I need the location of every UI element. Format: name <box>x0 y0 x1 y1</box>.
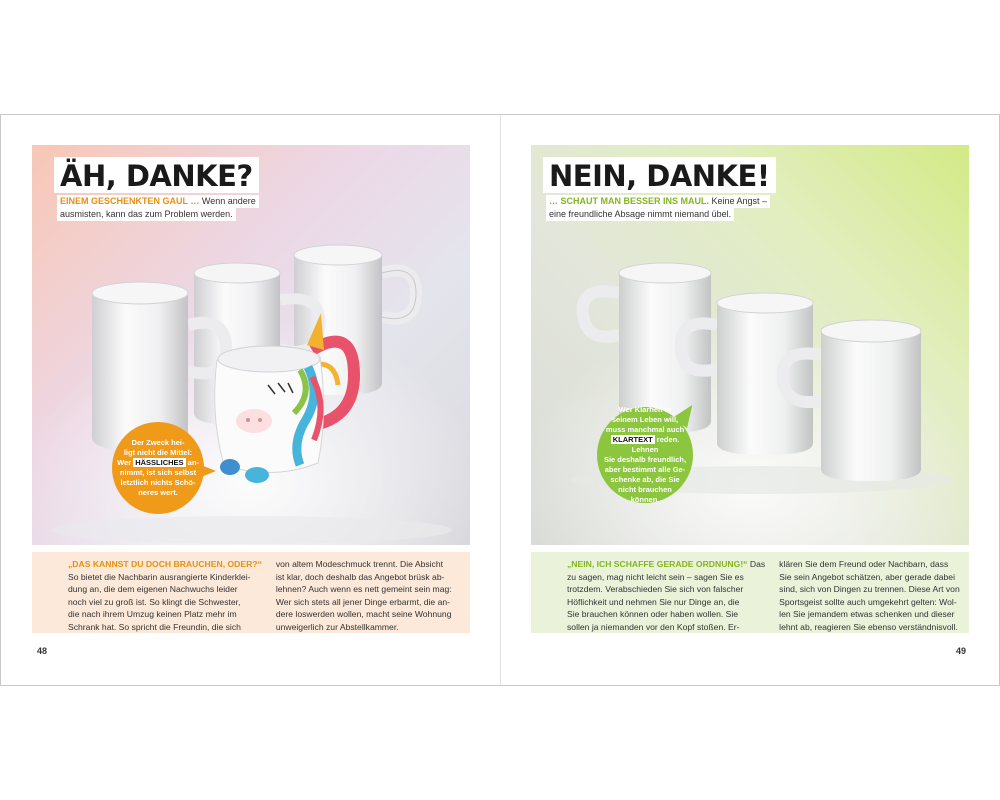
body-line: sollen ja niemanden vor den Kopf stoßen. Er- <box>567 621 740 632</box>
intro-line-2: eine freundliche Absage nimmt niemand übel. <box>546 208 734 221</box>
page-headline: NEIN, DANKE! <box>543 157 776 193</box>
page-number-right: 49 <box>956 646 967 656</box>
bubble-line: nicht brauchen <box>618 485 672 494</box>
body-line: lehnt ab, reagieren Sie ebenso verständnisvoll. <box>779 621 958 632</box>
bubble-line: letztlich nichts Schö- <box>120 478 196 487</box>
body-line: zu sagen, mag nicht leicht sein – sagen Sie es <box>567 571 744 582</box>
speech-bubble <box>112 422 204 514</box>
body-line: Sie brauchen können oder haben wollen. Sie <box>567 609 739 620</box>
speech-bubble <box>597 407 693 503</box>
intro-lead: EINEM GESCHENKTEN GAUL … <box>60 196 200 206</box>
highlight-word: HÄSSLICHES <box>135 458 184 467</box>
body-line: Sie sein Angebot schätzen, aber gerade dabei <box>779 571 955 582</box>
body-line: Wer sich stets all jener Dinge erbarmt, die an- <box>275 596 451 607</box>
right-text-box <box>531 552 969 633</box>
body-line: len Sie jemandem etwas schenken und dieser <box>779 609 955 620</box>
box-lead-rest: Das <box>747 559 766 569</box>
body-line: von altem Modeschmuck trennt. Die Absicht <box>275 559 444 569</box>
page-number-left: 48 <box>37 646 48 656</box>
page-headline: ÄH, DANKE? <box>54 157 259 193</box>
body-line: dere loswerden wollen, macht seine Wohnung <box>275 609 452 620</box>
bubble-line: nimmt, ist sich selbst <box>119 468 197 477</box>
text-column-1 <box>68 558 262 633</box>
bubble-line: können. <box>630 495 660 504</box>
body-line: sind, sich von Dingen zu trennen. Diese Art von <box>779 584 960 595</box>
box-first-line <box>567 558 765 571</box>
intro-rest: Wenn andere <box>199 196 256 206</box>
intro-rest: Keine Angst – <box>709 196 768 206</box>
bubble-line: seinem Leben will, <box>611 415 679 424</box>
body-line: So bietet die Nachbarin ausrangierte Kinderklei- <box>68 571 251 582</box>
body-line: klären Sie dem Freund oder Nachbarn, dass <box>779 559 949 569</box>
body-line: lehnen? Auch wenn es nett gemeint sein mag: <box>275 584 452 595</box>
intro-line-2: ausmisten, kann das zum Problem werden. <box>57 208 236 221</box>
bubble-line: Der Zweck hei- <box>131 438 185 447</box>
body-line: noch viel zu groß ist. So klingt die Schwester, <box>68 596 241 607</box>
body-line: unweigerlich zur Abstellkammer. <box>275 621 399 632</box>
bubble-line: neres wert. <box>138 488 178 497</box>
left-text-box <box>32 552 470 633</box>
intro-line-1 <box>57 195 259 208</box>
body-line: Sportsgeist sollte auch umgekehrt gelten: Wol- <box>779 596 957 607</box>
bubble-line: Wer Klarheit in <box>618 405 672 414</box>
box-lead: „NEIN, ICH SCHAFFE GERADE ORDNUNG!“ <box>567 559 748 569</box>
text-column-2 <box>276 558 458 633</box>
highlight-word: KLARTEXT <box>612 435 653 444</box>
body-line: die nach ihrem Umzug keinen Platz mehr im <box>68 609 237 620</box>
text-column-2 <box>779 558 960 633</box>
bubble-text: Wer <box>117 458 134 467</box>
bubble-line <box>112 458 204 468</box>
body-line: dung an, die dem eigenen Nachwuchs leider <box>68 584 238 595</box>
bubble-line: aber bestimmt alle Ge- <box>604 465 686 474</box>
box-lead: „DAS KANNST DU DOCH BRAUCHEN, ODER?“ <box>68 559 262 569</box>
body-line: Höflichkeit und nehmen Sie nur Dinge an, die <box>567 596 740 607</box>
bubble-text: an- <box>185 458 199 467</box>
bubble-line: schenke ab, die Sie <box>610 475 680 484</box>
bubble-line: muss manchmal auch <box>605 425 685 434</box>
body-line: ist klar, doch deshalb das Angebot brüsk ab- <box>275 571 445 582</box>
left-photo-panel <box>32 145 470 545</box>
bubble-line: Sie deshalb freundlich, <box>603 455 687 464</box>
body-line: trotzdem. Verabschieden Sie sich von falscher <box>567 584 744 595</box>
page-gutter <box>500 115 501 685</box>
book-spread <box>0 114 1000 686</box>
body-line: Schrank hat. So spricht die Freundin, die sich <box>68 621 241 632</box>
intro-text <box>57 195 259 221</box>
text-column-1 <box>567 558 765 633</box>
right-photo-panel <box>531 145 969 545</box>
intro-line-1 <box>546 195 770 208</box>
bubble-line: ligt nicht die Mittel: <box>123 448 193 457</box>
intro-lead: … SCHAUT MAN BESSER INS MAUL. <box>549 196 710 206</box>
intro-text <box>546 195 770 221</box>
bubble-text: reden. Lehnen <box>631 435 680 454</box>
bubble-line <box>597 435 693 455</box>
